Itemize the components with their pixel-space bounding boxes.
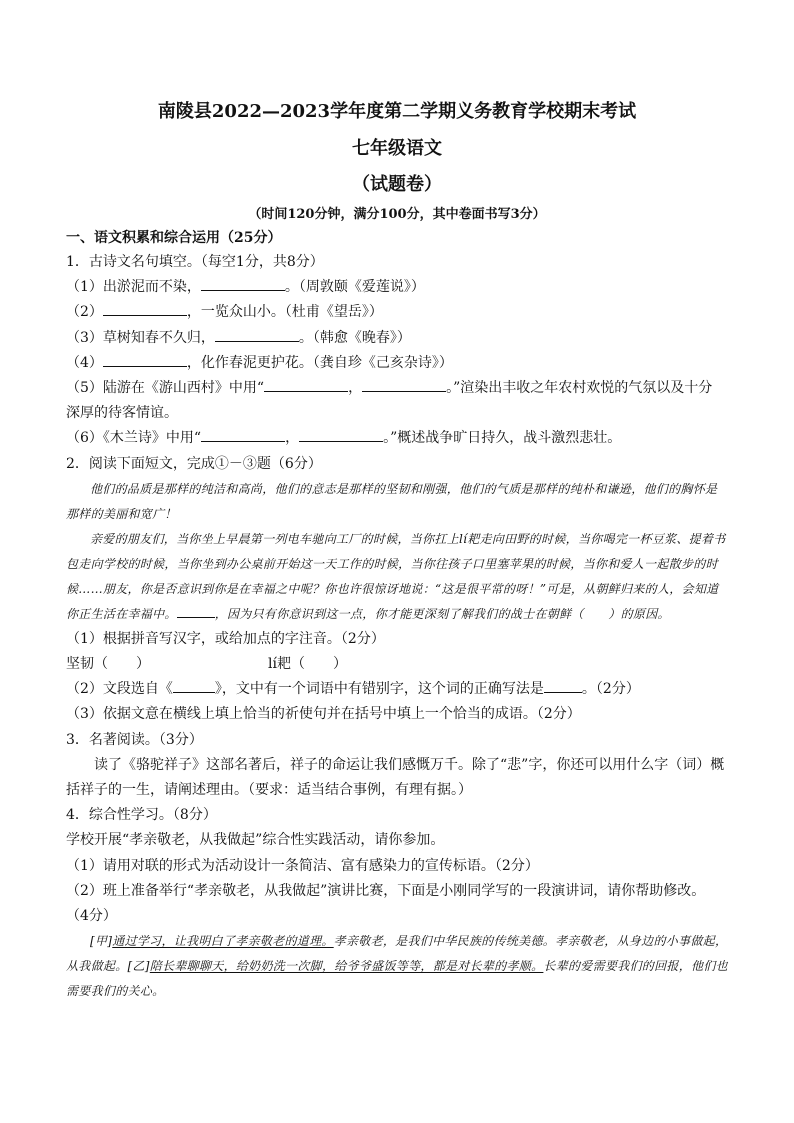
q1-item-3-post: 。（韩愈《晚春》）: [298, 329, 411, 346]
q1-item-2-blank: [103, 301, 187, 316]
q4-speech-b: 孝亲敬老，是我们中华民族的传统美德。孝亲敬老，从身边的小事做起，从我做起。: [66, 934, 728, 974]
q1-item-2-post: ，一览众山小。（杜甫《望岳》）: [186, 304, 383, 321]
q1-item-3: [66, 326, 728, 351]
q2-sub-2-blank-b: [544, 678, 582, 693]
q1-item-2-pre: （2）: [66, 304, 103, 321]
q1-item-5-blank-b: [362, 377, 446, 392]
q1-item-3-pre: （3）草树知春不久归，: [66, 329, 215, 346]
q4-stem: 4．综合性学习。（8分）: [66, 807, 217, 824]
q1-item-6-blank-b: [299, 427, 383, 442]
q4-sub-2: （2）班上准备举行“孝亲敬老，从我做起”演讲比赛，下面是小刚同学写的一段演讲词，请你帮助修改。: [66, 882, 706, 899]
q2-passage-blank: [177, 603, 215, 618]
q4-sub-2-score: （4分）: [66, 908, 117, 925]
q2-pinyin-1: 坚韧（ ）: [66, 656, 150, 673]
q1-item-5-post: 。”渲染出丰收之年农村欢悦的气氛以及十分: [446, 380, 713, 397]
q2-passage-1: 他们的品质是那样的纯洁和高尚，他们的意志是那样的坚韧和刚强，他们的气质是那样的纯朴和谦逊，他们的胸怀是那样的美丽和宽广！: [66, 481, 718, 521]
q2-passage-2: [66, 527, 728, 627]
q2-sub-2-blank-a: [173, 678, 215, 693]
q1-item-5-sep: ，: [348, 380, 363, 397]
q1-item-6-post: 。”概述战争旷日持久，战斗激烈悲壮。: [383, 430, 622, 447]
q1-item-1-pre: （1）出淤泥而不染，: [66, 279, 201, 296]
q4-speech-c: 陪长辈聊聊天，给奶奶洗一次脚，给爷爷盛饭等等，都是对长辈的孝顺。: [149, 959, 544, 974]
exam-paper-type: （试题卷）: [352, 174, 442, 195]
q1-item-1: [66, 275, 728, 300]
q4-speech: [66, 929, 728, 1004]
q4-sub-1: （1）请用对联的形式为活动设计一条简洁、富有感染力的宣传标语。（2分）: [66, 857, 539, 874]
q2-pinyin-2: lí耙（ ）: [268, 656, 347, 673]
q1-item-6: [66, 426, 728, 451]
q1-item-4: [66, 351, 728, 376]
q1-item-1-blank: [201, 276, 285, 291]
q4-speech-tag-a: [甲]: [90, 934, 113, 949]
q1-item-3-blank: [215, 327, 299, 342]
q2-sub-2-post: 。（2分）: [581, 681, 640, 698]
q1-item-4-blank: [103, 352, 187, 367]
q1-item-1-post: 。（周敦颐《爱莲说》）: [284, 279, 425, 296]
q2-sub-3: （3）依据文意在横线上填上恰当的祈使句并在括号中填上一个恰当的成语。（2分）: [66, 706, 581, 723]
q2-sub-1: （1）根据拼音写汉字，或给加点的字注音。（2分）: [66, 630, 385, 647]
q2-pinyin-row: [66, 652, 728, 677]
q2-passage-2a: 亲爱的朋友们，当你坐上早晨第一列电车驰向工厂的时候，当你扛上lí耙走向田野的时候，当你喝完一杯豆浆、提着书包走向学校的时候，当你坐到办公桌前开始这一天工作的时候，当你往孩子口里塞苹果的时候，当你和爱人一起散步的时候……朋友，你是否意识到你是在幸福之中呢？你也许很惊讶地说：“这是很平常的呀！”可是，从朝鲜归来的人，会知道你正生活在幸福中。: [66, 531, 726, 621]
q2-sub-2-mid: 》，文中有一个词语中有错别字，这个词的正确写法是: [214, 681, 544, 698]
q2-passage-2b: ，因为只有你意识到这一点，你才能更深刻了解我们的战士在朝鲜（ ）的原因。: [214, 606, 670, 621]
q1-item-4-post: ，化作春泥更护花。（龚自珍《己亥杂诗》）: [186, 354, 453, 371]
q3-stem: 3．名著阅读。（3分）: [66, 731, 203, 748]
q1-item-6-sep: ，: [285, 430, 300, 447]
q1-item-6-blank-a: [201, 427, 285, 442]
q1-item-5: [66, 376, 728, 401]
exam-subject: 七年级语文: [352, 138, 442, 159]
exam-note: （时间120分钟，满分100分，其中卷面书写3分）: [248, 207, 546, 222]
q2-sub-2: [66, 677, 728, 702]
q1-item-5-pre: （5）陆游在《游山西村》中用“: [66, 380, 265, 397]
q4-speech-d: 长辈的爱需要我们的回报，他们也需要我们的关心。: [66, 959, 728, 999]
q4-speech-a: 通过学习，让我明白了孝亲敬老的道理。: [112, 934, 334, 949]
q3-body: 读了《骆驼祥子》这部名著后，祥子的命运让我们感慨万千。除了“悲”字，你还可以用什么字（词）概括祥子的一生，请阐述理由。（要求：适当结合事例，有理有据。）: [66, 756, 725, 799]
section-title: 一、语文积累和综合运用（25分）: [66, 230, 282, 246]
q1-item-5-cont: 深厚的待客情谊。: [66, 405, 178, 422]
q1-item-2: [66, 300, 728, 325]
exam-title: 南陵县2022—2023学年度第二学期义务教育学校期末考试: [157, 101, 637, 122]
q1-stem: 1．古诗文名句填空。（每空1分，共8分）: [66, 254, 324, 270]
q1-item-6-pre: （6）《木兰诗》中用“: [66, 430, 202, 447]
q4-intro: 学校开展“孝亲敬老，从我做起”综合性实践活动，请你参加。: [66, 832, 445, 849]
q1-item-4-pre: （4）: [66, 354, 103, 371]
q1-item-5-blank-a: [264, 377, 348, 392]
q2-stem: 2．阅读下面短文，完成①－③题（6分）: [66, 455, 322, 472]
q4-speech-tag-c: [乙]: [127, 959, 150, 974]
q2-sub-2-pre: （2）文段选自《: [66, 681, 173, 698]
